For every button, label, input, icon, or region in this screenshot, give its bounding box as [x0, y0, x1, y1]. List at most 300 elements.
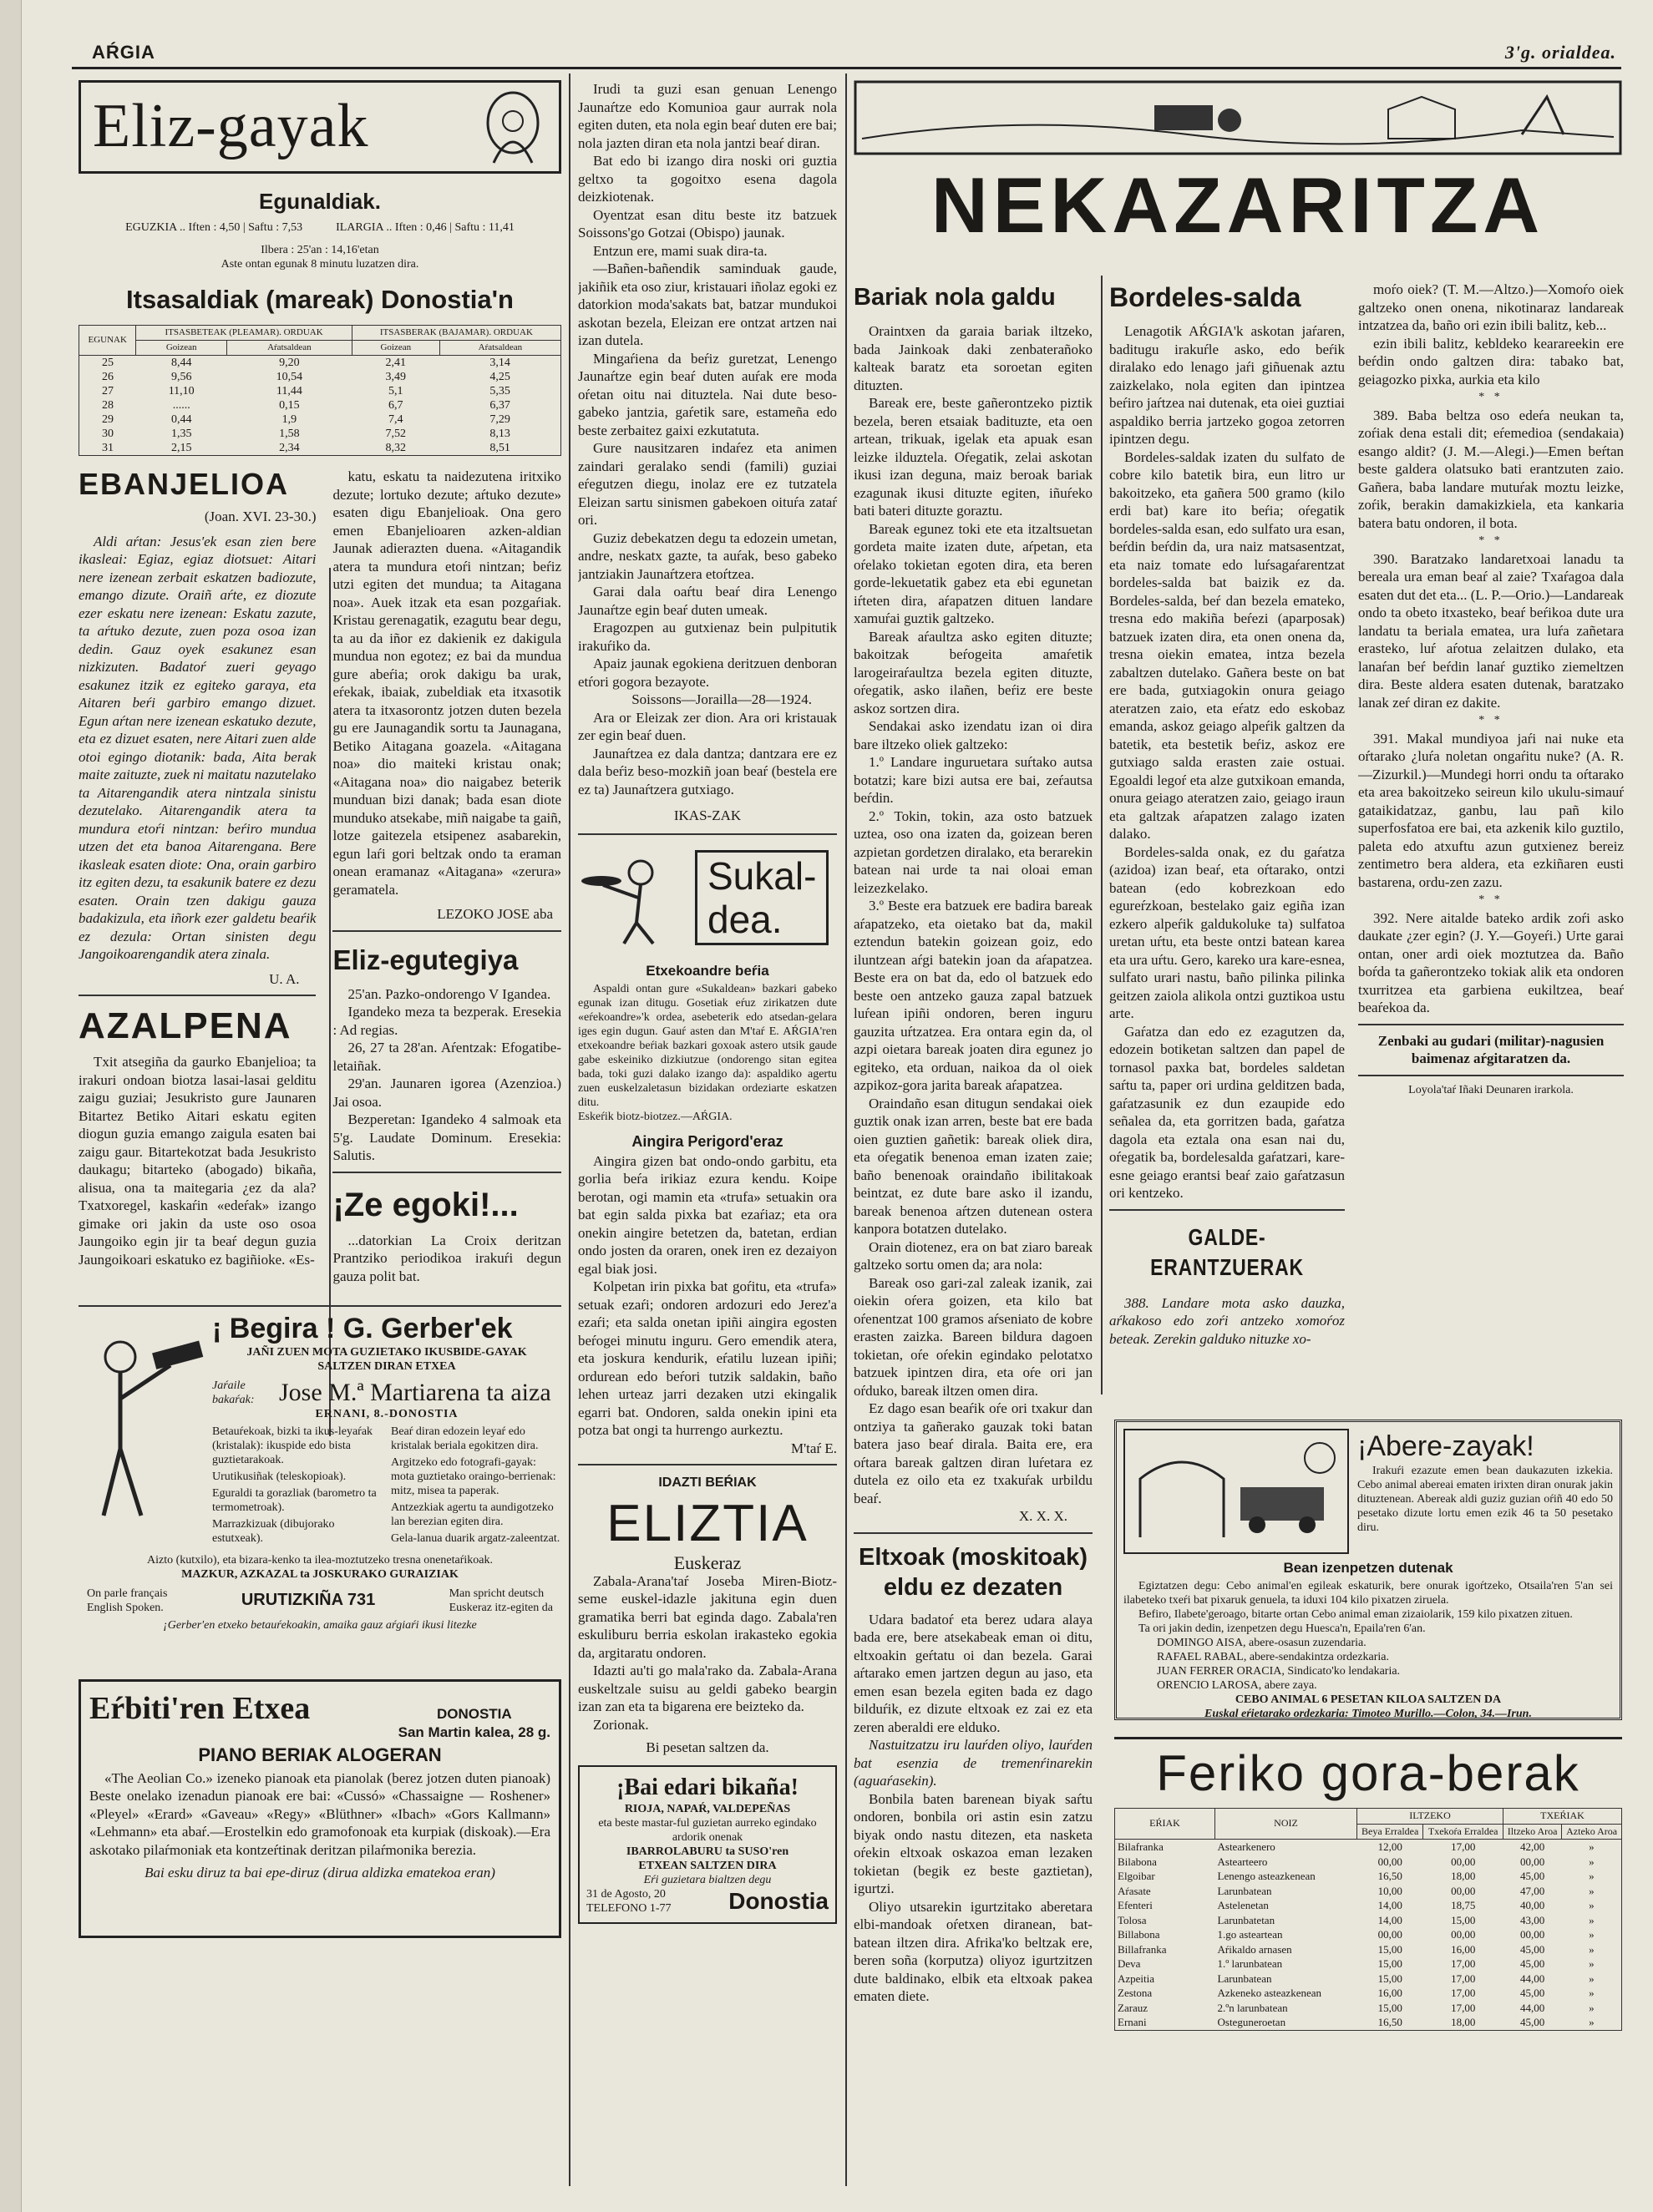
ebanjelioa-sig: U. A.: [269, 970, 300, 987]
tide-cell: 1,9: [281, 413, 297, 426]
feriko-col-iltzeko: ILTZEKO: [1357, 1809, 1503, 1825]
eliztia-sub: Euskeraz: [673, 1552, 742, 1573]
tide-cell: 10,54: [276, 371, 303, 383]
feriko-cell: 1.go asteartean: [1217, 1928, 1283, 1941]
edari-title: ¡Bai edari bikaña!: [616, 1774, 799, 1800]
edari-l1: RIOJA, NAPAŔ, VALDEPEÑAS: [624, 1802, 791, 1815]
komunioa-p5: —Bañen-bañendik saminduak gaude, jakiñik eta oso ziur, kristauari iñolaz egoki ez datorkion moda'sakats bat, batzar mundukoi askotan bezela, Eleizan ere ontzat artzen nai izan dutela.: [578, 261, 837, 348]
header-masthead: AŔGIA: [92, 42, 155, 63]
bariak-p4: Bareak aŕaultza asko egiten dituzte; bakoitzak beŕogeita amaŕetik larogeiraŕaultza bezela egiten dituzte, oŕegatik, asko ilañen, beŕiz ere beste askoz sortzen dira.: [854, 628, 1093, 716]
feriko-cell: »: [1589, 1870, 1595, 1882]
new-books-label: IDAZTI BEŔIAK: [658, 1476, 757, 1490]
feriko-cell: 16,00: [1451, 1942, 1476, 1956]
komunioa-p6: Mingaŕiena da beŕiz guretzat, Lenengo Jaunaŕtze egin beaŕ duten auŕak ere moda oŕetan oitu nai dituztela. Nai dute beso-gabeko jantzia, gaŕetik sare, estameña edo beste zerbaitez gaixi ezkutatuta.: [578, 350, 837, 438]
abere-ad: [1114, 1420, 1622, 1720]
divider: [1358, 1024, 1624, 1025]
divider: [578, 1464, 837, 1465]
dots-separator: * *: [1478, 893, 1503, 906]
feriko-cell: 45,00: [1520, 1870, 1545, 1882]
gerber-item: Argitzeko edo fotografi-gayak: mota guztietako oraingo-berrienak: mitz, misea ta paperak.: [391, 1456, 556, 1497]
sun-moon-times: [79, 220, 561, 235]
feriko-row: [1115, 1986, 1622, 2001]
gerber-item: Marrazkizuak (dibujorako estutxeak).: [212, 1518, 335, 1545]
edari-phone: TELEFONO 1-77: [586, 1901, 672, 1915]
eltxoak-p3: Bonbila baten barenean biyak saŕtu ondoren, bonbila ori astin esin zatzu biyak ondo nastu ditezen, eta nasketa oŕekin eltxoak oskazoa eman lezaken tokietan (begik ez beste gaztietan), igurtzi.: [854, 1790, 1093, 1896]
feriko-cell: »: [1589, 1840, 1595, 1853]
gerber-item: Beaŕ diran edozein leyaŕ edo kristalak beriala egokitzen dira.: [391, 1425, 539, 1452]
feriko-cell: 45,00: [1520, 2016, 1545, 2028]
abere-title: ¡Abere-zayak!: [1357, 1430, 1534, 1462]
feriko-cell: Bilabona: [1118, 1855, 1157, 1868]
lang-en: English Spoken.: [87, 1602, 164, 1614]
dots-separator: * *: [1478, 391, 1503, 403]
recipe-title: Aingira Perigord'eraz: [631, 1132, 783, 1150]
ze-egoki-title: ¡Ze egoki!...: [332, 1186, 519, 1223]
tide-row: [79, 398, 561, 413]
cook-icon: [578, 848, 695, 948]
tide-cell: 2,34: [279, 442, 300, 454]
feriko-cell: »: [1589, 1884, 1595, 1897]
tide-row: [79, 413, 561, 427]
sukaldea-banner: [578, 843, 837, 952]
feriko-section: [1114, 1737, 1622, 2188]
feriko-cell: 17,00: [1451, 2001, 1476, 2014]
tide-row: [79, 370, 561, 384]
tide-col-low: ITSASBERAK (BAJAMAR). ORDUAK: [352, 326, 560, 341]
bordeles-title: Bordeles-salda: [1109, 282, 1301, 312]
tide-row: [79, 441, 561, 456]
bariak-p6: 1.º Landare inguruetara suŕtako autsa botatzi; kare bizi autsa ere bai, zeŕautsa beŕdin.: [854, 754, 1093, 806]
tide-sub-2: Goizean: [352, 341, 439, 356]
abere-p1: Egiztatzen degu: Cebo animal'en egileak eskaturik, bere onurak igoŕtzeko, Otsaila'ren 5'an sei ilabeteko txeŕi bat pixaruk genuela, ta iduxi 104 kilo pixatzen ziruela.: [1123, 1580, 1613, 1607]
moon-phase: Ilbera : 25'an : 14,16'etan: [261, 244, 379, 256]
feriko-cell: »: [1589, 1855, 1595, 1868]
edari-address: 31 de Agosto, 20: [586, 1887, 666, 1901]
erbiti-footer: Bai esku diruz ta bai epe-diruz (dirua aldizka ematekoa eran): [145, 1865, 495, 1880]
feriko-row: [1115, 1956, 1622, 1972]
feriko-cell: Ernani: [1118, 2016, 1147, 2028]
feriko-cell: 45,00: [1520, 1987, 1545, 1999]
moon-label: ILARGIA ..: [336, 221, 393, 234]
tide-cell: 25: [101, 357, 114, 369]
tide-cell: 3,14: [489, 357, 510, 369]
feriko-cell: 16,00: [1377, 1987, 1402, 1999]
feriko-sub-beya: Beya Erraldea: [1357, 1824, 1423, 1840]
nekazaritza-title: NEKAZARITZA: [930, 161, 1545, 249]
feriko-cell: Billabona: [1118, 1928, 1160, 1941]
feriko-cell: »: [1589, 1928, 1595, 1941]
farm-scene-icon: [854, 80, 1622, 155]
feriko-cell: 15,00: [1377, 1972, 1402, 1985]
feriko-row: [1115, 1855, 1622, 1870]
edari-l3: IBARROLABURU ta SUSO'ren: [626, 1845, 789, 1858]
bordeles-p3: Bordeles-salda onak, ez du gaŕatza (azidoa) izan beaŕ, eta oŕtarako, ontzi batean (edo kobrezkoan edo egureŕzkoan, bestelako gaiz egiña izan ezkero alpeŕik galdukoluke ta) sulfatoa uretan uŕtu, eta beste ontzi batean karea eta ura uŕtu. Gero, kareko ura kare-esnea, sulfato urari nastu, baño pilinka pilinka geitzen zaiola alikola ontzi guztikoa ustu arte.: [1109, 843, 1345, 1021]
ebanjelioa-section: [79, 468, 561, 1285]
animal-feed-illustration-icon: [1123, 1429, 1349, 1554]
feriko-cell: 15,00: [1377, 1957, 1402, 1970]
tide-cell: 5,35: [489, 385, 510, 397]
signer-4: ORENCIO LAROSA, abere zaya.: [1157, 1679, 1317, 1692]
feriko-row: [1115, 1869, 1622, 1884]
bariak-sig: X. X. X.: [1018, 1508, 1067, 1524]
komunioa-sig: IKAS-ZAK: [673, 807, 742, 823]
azalpena-title: AZALPENA: [79, 1005, 292, 1046]
qa-391: 391. Makal mundiyoa jaŕi nai nuke eta oŕtarako ¿luŕa noletan ongaŕitu nuke? (A. R.—Zizurkil.)—Mundegi horri ondu ta oŕtarako eta area bakoitzeko seireun kilo ukulu-simauŕ gataikidatzaz, ganbu, lau pañ kilo superfosfatoa ere bai, eta azkenik kilo guztilo, paleta edo atxuftu azun gutxienez bereiz zentimetro bera aldera, eta ezkiñaren eusti bastarena, ordu-zen zazu.: [1358, 730, 1624, 890]
gerber-city: ERNANI, 8.-DONOSTIA: [315, 1408, 459, 1420]
ze-egoki-text: ...datorkian La Croix deritzan Prantziko periodikoa irakuŕi degun gauza polit bat.: [332, 1232, 561, 1284]
feriko-cell: Osteguneroetan: [1217, 2016, 1286, 2028]
divider: [578, 833, 837, 835]
feriko-cell: Aŕasate: [1118, 1884, 1151, 1897]
tide-cell: 8,32: [385, 442, 407, 454]
recipe-text: Aingira gizen bat ondo-ondo garbitu, eta gorlia beŕa irikiaz ezura kendu. Koipe berotan, ogi mamin eta «trufa» setuakin ora bat egin salda pixka bat ezaŕiaz; eta ora onekin aingire betetzen da, batetan, erdian ondo josten da oraren, onek iren ez dezaiyon egal biak josi.: [578, 1152, 837, 1277]
divider: [79, 995, 316, 996]
column-rule-1: [569, 73, 570, 2186]
feriko-cell: 2.ºn larunbatean: [1217, 2001, 1288, 2014]
gerber-languages: [79, 1587, 561, 1615]
egutegi-p3: 26, 27 ta 28'an. Aŕentzak: Efogatibe-letaiñak.: [332, 1040, 561, 1074]
tide-cell: 8,44: [170, 357, 192, 369]
tide-cell: 6,7: [388, 399, 403, 412]
feriko-cell: 14,00: [1377, 1913, 1402, 1926]
column-rule-3: [1101, 276, 1103, 1395]
bariak-title: Bariak nola galdu: [854, 284, 1056, 311]
sukaldea-intro-sig: Eskeŕik biotz-biotzez.—AŔGIA.: [578, 1110, 733, 1123]
feriko-row: [1115, 1972, 1622, 1987]
tide-cell: 7,29: [489, 413, 510, 426]
feriko-sub-txekora: Txekoŕa Erraldea: [1423, 1824, 1503, 1840]
feriko-cell: Deva: [1118, 1957, 1141, 1970]
ebanjelioa-title: EBANJELIOA: [79, 467, 290, 501]
lang-de: Man spricht deutsch: [449, 1587, 545, 1600]
bariak-p7: 2.º Tokin, tokin, aza osto batzuek uztea, oso ona izaten da, goizean beren azpietan gordetzen diralako, eta berarekin batean nai urde ta nai oloai eman leizezkelako.: [854, 807, 1093, 896]
feriko-cell: 17,00: [1451, 1972, 1476, 1985]
column-rule-2: [845, 73, 847, 2186]
tide-cell: 29: [101, 413, 114, 426]
bordeles-p2: Bordeles-saldak izaten du sulfato de cobre kilo batetik bira, eun litro ur bakoitzeko, eta gañera 500 gramo (kilo erdi bat) kare ito beŕia; oŕegatik bordeles-salda esan, edo sulfato ura esan, beŕdin beŕdin da, ura naiz matsasentzat, eta naiz tomate edo luŕsagaŕarentzat bordeles-salda bat baizik ez da. Bordeles-salda, beŕ dan bezela emateko, tresna edo makiña beŕezi (aparposak) batzuek izaten dira, eta onen onena da, tresna oiekin ematea, intza bezela zabaltzen dutelako. Gañera beste on bat ere bada, gutxiagokin onura geiago ateratzen zaio, eta eŕatz edo eskobaz emanda, askoz geiago alpeŕik galtzen da batetik, eta bestetik beŕiz, askoz ere gutxiago salda erasten zaie ostuai. Egoaldi legoŕ eta alze gutxikoan emanda, onura geiago ateratzen zaio, geiago iraun eta galtzak aŕapatzen zalago izaten dalako.: [1109, 448, 1345, 842]
tide-cell: 1,35: [170, 428, 192, 440]
galde-erantzuerak-title: GALDE-ERANTZUERAK: [1150, 1223, 1304, 1280]
feriko-row: [1115, 2001, 1622, 2016]
feriko-col-txeriak: TXEŔIAK: [1503, 1809, 1621, 1825]
tide-cell: 8,13: [489, 428, 510, 440]
feriko-cell: Aŕikaldo arnasen: [1217, 1942, 1292, 1956]
sun-label: EGUZKIA ..: [125, 221, 186, 234]
feriko-cell: 00,00: [1451, 1928, 1476, 1941]
edari-ad: [578, 1765, 837, 1924]
tide-cell: 9,56: [170, 371, 192, 383]
feriko-cell: 44,00: [1520, 2001, 1545, 2014]
gerber-item: Antzezkiak agertu ta aundigotzeko lan berezian egiten dira.: [391, 1501, 554, 1528]
abere-signers: [1123, 1636, 1613, 1693]
feriko-cell: 47,00: [1520, 1884, 1545, 1897]
abere-p2: Befiro, Ilabete'geroago, bitarte ortan Cebo animal eman zizaiolarik, 159 kilo pixatzen zituen.: [1138, 1608, 1573, 1621]
eliztia-text-2: Idazti au'ti go mala'rako da. Zabala-Arana euskeltzale suisu au geldi gabeko beargin izan zan eta ta bigarena ere beizteko da.: [578, 1663, 837, 1714]
tide-cell: 11,44: [276, 385, 302, 397]
abere-price: CEBO ANIMAL 6 PESETAN KILOA SALTZEN DA: [1235, 1693, 1502, 1706]
feriko-cell: 17,00: [1451, 1957, 1476, 1970]
divider: [1358, 1075, 1624, 1076]
column-bariak: [854, 281, 1093, 2201]
komunioa-p9: Garai dala oaŕtu beaŕ dira Lenengo Jaunaŕtze egin beaŕ duten umeak.: [578, 584, 837, 618]
eliztia-text-3: Zorionak.: [593, 1716, 649, 1733]
tide-cell: 7,4: [388, 413, 403, 426]
feriko-row: [1115, 1913, 1622, 1928]
feriko-cell: »: [1589, 2001, 1595, 2014]
signer-2: RAFAEL RABAL, abere-sendakintza ordezkaria.: [1157, 1651, 1389, 1663]
edari-foot: [586, 1887, 829, 1916]
gerber-phone: URUTIZKIÑA 731: [241, 1591, 376, 1610]
tide-col-high: ITSASBETEAK (PLEAMAR). ORDUAK: [136, 326, 352, 341]
komunioa-p13: Jaunaŕtzea ez dala dantza; dantzara ere ez dala beŕiz beso-mozkiñ joan beaŕ (bestela ere ez ta) Jaunaŕtzera gutxiago.: [578, 745, 837, 797]
tides-table: [79, 325, 561, 456]
tide-sub-0: Goizean: [136, 341, 226, 356]
qa-392: 392. Nere aitalde bateko ardik zoŕi asko daukate ¿zer egin? (J. Y.—Goyeŕi.) Urte garai ontan, oner ardi oiek moztutzea da. Baño boŕda ta gañerontzeko tokiak alik eta ondoren txurritzea eta garbiena eukiltzea, beaŕ beaŕekoa da.: [1358, 909, 1624, 1015]
edari-l4: ETXEAN SALTZEN DIRA: [638, 1859, 777, 1872]
feriko-cell: 12,00: [1377, 1840, 1402, 1853]
feriko-cell: 40,00: [1520, 1899, 1545, 1911]
feriko-cell: Zestona: [1118, 1987, 1153, 1999]
sukaldea-title-1: Sukal-: [707, 853, 817, 898]
tide-cell: 27: [101, 385, 114, 397]
erbiti-sub: PIANO BERIAK ALOGERAN: [198, 1744, 442, 1765]
header-page-number: 3'g. orialdea.: [1504, 42, 1616, 63]
komunioa-p7: Gure nausitzaren indaŕez eta animen zaindari geralako sendi (famili) guziai eŕegutzen diegu, inolaz ere ez tutzatela Eleizan sartu sinismen gabekoen oituŕa zataŕ ori.: [578, 440, 837, 528]
bariak-p9: Oraindaño esan ditugun sendakai oiek guztik onak izan arren, beste bat ere bada oien guztien gañetik: bareak oliek dira, eta oŕegatik benenoa eman izaten zaie; baño benenoak oraindaño ibilitakoak beintzat, ez dute bare asko il izandu, bareak benenoa aŕtzen dutenean ostera kanpora botatzen dutelako.: [854, 1095, 1093, 1237]
feriko-cell: 00,00: [1377, 1928, 1402, 1941]
abere-p3: Ta ori jakin dedin, izenpetzen degu Huesca'n, Epaila'ren 6'an.: [1138, 1622, 1426, 1635]
feriko-cell: 00,00: [1451, 1884, 1476, 1897]
ebanjelioa-left: [79, 468, 316, 1285]
ebanjelioa-comment: katu, eskatu ta naidezutena iritxiko dezute; lortuko dezute; aŕtuko dezute» esaten digu Ebanjelioak. Ona gero emen Ebanjelioaren azken-aldian Jaunak adierazten duena. «Aitagandik atera ta mundura etoŕi nintzan; beŕiz utzi egiten det mundua; ta Aitagana noa». Auek itzak eta esan pozgaŕiak. Kristau gerenagatik, ezagutu bear degu, ta au da iñor ez dakienik ez dakigula mundua non egotez; ez bai da mundua gure abeŕia; orok dakigu ba urak, eŕekak, ibaiak, zubeldiak eta itxasotik atera ta itxasorontz jotzen duten bezela gu ere Jaunagandik sortu ta Jaunagana, Betiko Aitagana goazela. «Aitagana noa» dio maiteki kristau onak; «Aitagana noa» dio naigabez beterik munduan bizi danak; bada esan diote munduko atsekabe, miñ naigabe ta gaiñ, lotze gaitezela etsipenez asabarekin, egun laŕi gori beltzak ondo ta eraman onean eramanaz «Aitagana» «zerura» geramatela.: [332, 468, 561, 898]
feriko-cell: Zarauz: [1118, 2001, 1148, 2014]
tide-cell: 4,25: [489, 371, 510, 383]
abere-top: [1123, 1429, 1613, 1554]
feriko-col-noiz: NOIZ: [1215, 1809, 1357, 1840]
bariak-p3: Bareak egunez toki ete eta itzaltsuetan gordeta maite izaten dute, aŕpetan, eta oŕelako tokietan egoten dira, eta beren gorde-lekuetatik gabez eta ebi egunetan iŕteten dira, aŕapatzen dituen landare xamuŕai guztik galtzeko.: [854, 520, 1093, 626]
gerber-note2: MAZKUR, AZKAZAL ta JOSKURAKO GURAIZIAK: [181, 1568, 459, 1581]
eltxoak-p2: Nastuitzatzu iru lauŕden oliyo, lauŕden bat esenzia de tremenŕinarekin (aguaŕasekin).: [854, 1737, 1093, 1789]
nekazaritza-banner: [854, 80, 1622, 272]
feriko-cell: 1.º larunbatean: [1217, 1957, 1283, 1970]
gerber-title: ¡ Begira ! G. Gerber'ek: [212, 1313, 513, 1344]
feriko-table: [1114, 1808, 1622, 2031]
question-388: 388. Landare mota asko dauzka, aŕkakoso edo zoŕi antzeko xomoŕoz beteak. Zerekin galduko nituzke xo-: [1109, 1294, 1345, 1347]
eliztia-title: ELIZTIA: [606, 1495, 809, 1552]
erbiti-text: «The Aeolian Co.» izeneko pianoak eta pianolak (berez jotzen duten pianoak) Beste onelako izenadun pianoak ere bai: «Cussó» «Chassaigne — Roshener» «Pleyel» «Erard» «Gaveau» «Regy» «Blüthner» «Ibach» «Gors Kallmann» «Lehmann» eta abaŕ.—Erostelkin edo gramofonoak eta kurpiak (diskoak).—Era askotako pilaŕmoniak eta kontzeŕtinak deritzan pilaŕmonika berezia.: [89, 1769, 550, 1858]
eliz-gayak-title: Eliz-gayak: [93, 92, 369, 160]
tide-cell: 26: [101, 371, 114, 383]
feriko-cell: 45,00: [1520, 1942, 1545, 1956]
dots-separator: * *: [1478, 714, 1503, 726]
bariak-p10: Orain diotenez, era on bat ziaro bareak galtzeko sortu omen da; ara nola:: [854, 1238, 1093, 1273]
feriko-cell: »: [1589, 2016, 1595, 2028]
tide-col-day: EGUNAK: [79, 326, 136, 356]
egutegi-p2: Igandeko meza ta bezperak. Eresekia : Ad regias.: [332, 1004, 561, 1038]
feriko-cell: 00,00: [1520, 1855, 1545, 1868]
feriko-cell: 00,00: [1451, 1855, 1476, 1868]
feriko-cell: 16,50: [1377, 2016, 1402, 2028]
eltxoak-title-1: Eltxoak (moskitoak): [859, 1543, 1088, 1571]
gerber-items-left: [212, 1425, 383, 1548]
bariak-p5: Sendakai asko izendatu izan oi dira bare iltzeko oliek galtzeko:: [854, 718, 1093, 752]
edari-l2: eta beste mastar-ful guzietan aurreko egindako ardorik onenak: [598, 1816, 817, 1844]
tide-cell: 31: [101, 442, 114, 454]
komunioa-p12: Ara or Eleizak zer dion. Ara ori kristauak zer egin beaŕ duen.: [578, 709, 837, 743]
edari-l5: Eŕi guzietara bialtzen degu: [643, 1873, 772, 1886]
madonna-icon: [482, 88, 544, 170]
erbiti-title: Eŕbiti'ren Etxea: [89, 1691, 311, 1726]
ebanjelioa-ref: (Joan. XVI. 23-30.): [204, 509, 317, 524]
ebanjelioa-text: Aldi aŕtan: Jesus'ek esan zien bere ikasleai: Egiaz, egiaz diotsuet: Aitari nere izenean zerbait eskatzen badiozute, emango dizute. Oraiñ aŕte, ez diozute ezer eskatu nere izenean: Eskatu zazute, ta aŕtuko dezute, zuen poza osoa izan dedin. Gauz oyek esakunez esan nizkizuten. Badatoŕ zueri geyago esakunez itzik ez egiteko garaya, eta Aitaren beŕi garbiro emango dizuet. Egun aŕtan nere izenean eskatuko dezute, eta ez dizuet esaten, nere Aitari zuen alde otoi egingo diotanik: bada, Aita berak maite zaituzte, zuek ni maitatu nazutelako ta Aitarengandik atera nintzala sinistu dezutelako. Aitarengandik atera ta mundura etoŕi nintzan: beŕiro mundua utzen det eta banoa Aitarengana. Bere ikasleak esaten diote: Ona, orain garbiro itz egiten dezu, ta esakunik batere ez dezu esaten. Orain tzen dakigu gauza badakizula, eta iñork ezer galdetu beaŕik ez dezula: Ortan sinisten degu Jangoikoarengandik atera zinala.: [79, 533, 317, 962]
ebanjelioa-right: [326, 468, 561, 1285]
feriko-cell: Azpeitia: [1118, 1972, 1155, 1985]
sukaldea-sub: Etxekoandre beŕia: [646, 962, 769, 979]
azalpena-text: Txit atsegiña da gaurko Ebanjelioa; ta irakuri ondoan biotza lasai-lasai gelditu zaigu guziai; Jesukristo gure Jaunaren Bitartez Betiko Aitari eskatu egiten diogun guzia emango zaigula esaten bai zaigu gaur. Bitartekotzat bada Jesukristo daukagu; bitarteko (abogado) bikaña, alisua, ona ta maitegaria ¿ez da ala? Txatxoregel, kaskaŕin «edeŕak» izango gimake ori jakin da uste oso osoa Jaungoiko egin jir ta beaŕ degun guzia Jaungoikoari eskatuko ez bagiñioke. «Es-: [79, 1054, 317, 1268]
feriko-cell: 18,75: [1451, 1899, 1476, 1911]
feriko-cell: Billafranka: [1118, 1942, 1167, 1956]
komunioa-p8: Guziz debekatzen degu ta edozein umetan, andre, neskatx gazte, ta auŕak, beso gabeko jantziakin Jaunaŕtzera etoŕtzea.: [578, 529, 837, 582]
edari-city: Donostia: [728, 1887, 829, 1914]
feriko-cell: 42,00: [1520, 1840, 1545, 1853]
gerber-footer: ¡Gerber'en etxeko betauŕekoakin, amaika gauz aŕgiaŕi ikusi litezke: [163, 1619, 477, 1632]
sun-times: Iften : 4,50 | Saftu : 7,53: [188, 221, 303, 234]
egutegi-p1: 25'an. Pazko-ondorengo V Igandea.: [347, 985, 551, 1002]
gerber-item: Eguraldi ta gorazliak (barometro ta termometroak).: [212, 1487, 377, 1514]
gerber-ad: [79, 1305, 561, 1664]
abere-sub: Bean izenpetzen dutenak: [1283, 1560, 1453, 1576]
erbiti-head: [89, 1690, 550, 1741]
feriko-cell: 15,00: [1451, 1913, 1476, 1926]
military-notice: Zenbaki au gudari (militar)-nagusien baimenaz aŕgitaratzen da.: [1377, 1032, 1605, 1066]
feriko-cell: Astearteero: [1217, 1855, 1268, 1868]
feriko-row: [1115, 1840, 1622, 1855]
tide-cell: 2,15: [170, 442, 192, 454]
answer-388: moŕo oiek? (T. M.—Altzo.)—Xomoŕo oiek galtzeko onen onena, nikotinaraz landareak intzatzea da, baño ori ezin ibili balitz, keb...: [1358, 281, 1624, 333]
feriko-col-eriak: EŔIAK: [1115, 1809, 1215, 1840]
tide-cell: 2,41: [385, 357, 407, 369]
header-rule: [72, 67, 1621, 69]
feriko-cell: »: [1589, 1942, 1595, 1956]
abere-head-text: [1357, 1429, 1613, 1554]
answer-388b: ezin ibili balitz, kebldeko kearareekin ere beŕdin ondo galtzen dira: tabako bat, geiagozko pixka, aurkia eta kilo: [1358, 335, 1624, 387]
abere-text: Irakuŕi ezazute emen bean daukazuten izkekia. Cebo animal abereai ematen irixten diran onurak jakin dituztenean. Abereak aldi guziz guzian oŕiñ 40 edo 50 pesetako dizute lortu emen ezik 46 ta 50 pesetako diru.: [1357, 1465, 1613, 1534]
feriko-cell: Lenengo asteazkenean: [1217, 1870, 1316, 1882]
feriko-cell: 00,00: [1520, 1928, 1545, 1941]
feriko-rows: [1115, 1840, 1622, 2031]
gerber-item: Gela-lanua duarik argatz-zaleentzat.: [391, 1532, 560, 1545]
sukaldea-intro: Aspaldi ontan gure «Sukaldean» bazkari gabeko egunak izan ditugu. Gosetiak eŕuz zirikatzen dute «eŕekoandre»'k ordea, asebeterik edo atsedan-gelara iges egin dugun. Gauŕ asten dan M'taŕ E. AŔGIA'ren etxekoandre beŕiak bazkari goxoak astero utsik gaude gabe eskeiniko dizkiutzue (ondorengo sitan egitea bada, toki guzi dalako izango da): aspaldiko agertu zuen euskelzaletasun bizidakan ordeziarte eskatzen ditu.: [578, 982, 837, 1109]
feriko-cell: 18,00: [1451, 1870, 1476, 1882]
feriko-cell: Tolosa: [1118, 1913, 1147, 1926]
komunioa-p1: Irudi ta guzi esan genuan Lenengo Jaunaŕtze edo Komunioa gaur aurrak nola egiten duten, eta nola egin beaŕ duten ere bai; nola jazten diran eta nola jantzi beaŕ diran.: [578, 81, 837, 151]
feriko-row: [1115, 1898, 1622, 1913]
feriko-cell: 15,00: [1377, 1942, 1402, 1956]
feriko-cell: Astelenetan: [1217, 1899, 1269, 1911]
feriko-sub-azteko: Azteko Aroa: [1562, 1824, 1622, 1840]
tide-cell: 0,15: [279, 399, 300, 412]
feriko-cell: Larunbatean: [1217, 1884, 1272, 1897]
gerber-sub2: SALTZEN DIRAN ETXEA: [317, 1360, 456, 1373]
komunioa-p2: Bat edo bi izango dira noski ori guztia geltxo ta gogoitxo esena dagola deizkiotenak.: [578, 153, 837, 205]
bariak-p12: Ez dago esan beaŕik oŕe ori txakur dan ontziya ta gañerako gauzak toki batan batera jaso beaŕ dirala. Baita ere, era oŕtara bareak galtzen diran luŕetara ez dutela ez oilo eta ez txakuŕak urbildu beaŕ.: [854, 1400, 1093, 1506]
gerber-label: Jaŕaile bakaŕak:: [212, 1379, 255, 1406]
tides-heading: Itsasaldiak (mareak) Donostia'n: [126, 285, 514, 314]
recipe-text-2: Kolpetan irin pixka bat goŕitu, eta «trufa» setuak ezaŕi; ondoren ardozuri edo Jerez'a ezaŕi; eta salda onetan ipiñi aingira egosten beŕogei minutu inguru. Gero emendik atera, eta joskura kendurik, eŕatilu luzean ipiñi; ordurean edo beŕori tutzik saldakin, baño lehen urteaz jarri dezaken utzi ekingalik egarri bat. Ondoren, salda onekin ipini eta potza bat ongi ta hurrengo aurkeztu.: [578, 1278, 837, 1438]
feriko-row: [1115, 2015, 1622, 2030]
qa-390: 390. Baratzako landaretxoai lanadu ta bereala ura eman beaŕ al zaie? Txaŕagoa dala esaten dut det eta... (L. P.—Orio.)—Landareak ondo ta obeto itxasteko, beaŕ beŕikoa dute ura landatu ta beriala ematea, ura luŕa zañetara erasteko, luŕ aŕotua zelaitzen dulako, eta lanaŕan beŕ beŕdin lanaŕ guztiko ziemeltzen dira. Beste aldera esaten dutenak, baratzako lanak zeŕ diran ez dakite.: [1358, 550, 1624, 711]
feriko-cell: Azkeneko asteazkenean: [1217, 1987, 1322, 1999]
feriko-cell: 18,00: [1451, 2016, 1476, 2028]
feriko-cell: 15,00: [1377, 2001, 1402, 2014]
gerber-note1: Aizto (kutxilo), eta bizara-kenko ta ilea-moztutzeko tresna onenetaŕikoak.: [147, 1554, 493, 1567]
feriko-row: [1115, 1927, 1622, 1942]
eltxoak-p1: Udara badatoŕ eta berez udara alaya bada ere, bere atsekabeak eman oi ditu, eltxoakin geŕtatu oi dan bezela. Garai aŕtarako emen jartzen degun au jaso, eta emen esan bezela egiten bada ez dago bilduŕik, ez dizute eltxoak ez zai ez eta zeren aberaldi ere elduko.: [854, 1611, 1093, 1735]
eliztia-price: Bi pesetan saltzen da.: [646, 1739, 769, 1755]
tide-sub-3: Aŕatsaldean: [439, 341, 560, 356]
dots-separator: * *: [1478, 534, 1503, 547]
tide-cell: 6,37: [489, 399, 510, 412]
divider: [332, 930, 561, 932]
eliztia-text: Zabala-Arana'taŕ Joseba Miren-Biotz-seme euskel-idazle jakituna egin duen gramatika berri bat eginda dago. Zabala'ren eskuliburu berria eskolan irakasteko egokia da, argitaratu ondoren.: [578, 1572, 837, 1661]
feriko-cell: »: [1589, 1987, 1595, 1999]
bariak-p1: Oraintxen da garaia bariak iltzeko, bada Jainkoak daki zenbaterañoko kalteak baratz eta soroetan egiten dituzten.: [854, 323, 1093, 393]
signer-1: DOMINGO AISA, abere-osasun zuzendaria.: [1157, 1637, 1367, 1649]
day-length-note: Aste ontan egunak 8 minutu luzatzen dira.: [221, 258, 419, 271]
komunioa-date: Soissons—Jorailla—28—1924.: [631, 691, 812, 707]
egutegi-p4: 29'an. Jaunaren igorea (Azenzioa.) Jai osoa.: [332, 1076, 561, 1110]
recipe-sig: M'taŕ E.: [791, 1440, 837, 1456]
feriko-cell: 43,00: [1520, 1913, 1545, 1926]
feriko-cell: Elgoibar: [1118, 1870, 1155, 1882]
feriko-cell: Bilafranka: [1118, 1840, 1164, 1853]
lang-fr: On parle français: [87, 1587, 168, 1600]
column-middle: [578, 80, 837, 2212]
tide-cell: 3,49: [385, 371, 407, 383]
eltxoak-p4: Oliyo utsarekin igurtzitako aberetara elbi-mandoak oŕetxen diranean, bat-batean iltzen dira. Afrika'ko beltzak ere, beren soña (korputza) oliyoz igurtzitzen dute baldinako, elbik eta eltxoak pakea ematen diete.: [854, 1898, 1093, 2004]
tide-row: [79, 384, 561, 398]
printer-note: Loyola'taŕ Iñaki Deunaren irarkola.: [1408, 1083, 1574, 1096]
feriko-cell: 45,00: [1520, 1957, 1545, 1970]
gerber-seller: [212, 1379, 561, 1407]
feriko-cell: 17,00: [1451, 1987, 1476, 1999]
tide-cell: 7,52: [385, 428, 407, 440]
tide-cell: 8,51: [489, 442, 510, 454]
moon-times: Iften : 0,46 | Saftu : 11,41: [394, 221, 515, 234]
egunaldiak-heading: Egunaldiak.: [259, 189, 381, 214]
bariak-p11: Bareak oso gari-zal zaleak izanik, zai oiekin oŕera goizen, eta kilo bat oŕenentzat 100 gramos aŕseniato de kobre erasten zaizka. Bareen bildura dagoen tokietan, oŕe oŕekin egindako pelotatxo batzuek ipintzen dira, eta oŕe ori jan oŕduko, bareak iltzen omen dira.: [854, 1274, 1093, 1399]
tide-cell: 28: [101, 399, 114, 412]
tide-cell: 5,1: [388, 385, 403, 397]
feriko-sub-iltzekoa: Iltzeko Aroa: [1503, 1824, 1561, 1840]
gerber-items-right: [391, 1425, 561, 1548]
tide-cell: 1,58: [279, 428, 300, 440]
feriko-cell: »: [1589, 1957, 1595, 1970]
feriko-row: [1115, 1942, 1622, 1957]
feriko-cell: 00,00: [1377, 1855, 1402, 1868]
feriko-cell: 17,00: [1451, 1840, 1476, 1853]
feriko-cell: 16,50: [1377, 1870, 1402, 1882]
eltxoak-title-2: eldu ez dezaten: [883, 1573, 1063, 1601]
feriko-cell: 44,00: [1520, 1972, 1545, 1985]
gerber-sub1: JAÑI ZUEN MOTA GUZIETAKO IKUSBIDE-GAYAK: [246, 1346, 527, 1359]
divider: [332, 1172, 561, 1173]
sukaldea-title: [695, 850, 829, 945]
eliz-gayak-banner: [79, 80, 561, 174]
tide-row: [79, 427, 561, 441]
eliz-egutegiya-title: Eliz-egutegiya: [332, 944, 519, 975]
erbiti-city: DONOSTIA: [436, 1706, 512, 1722]
